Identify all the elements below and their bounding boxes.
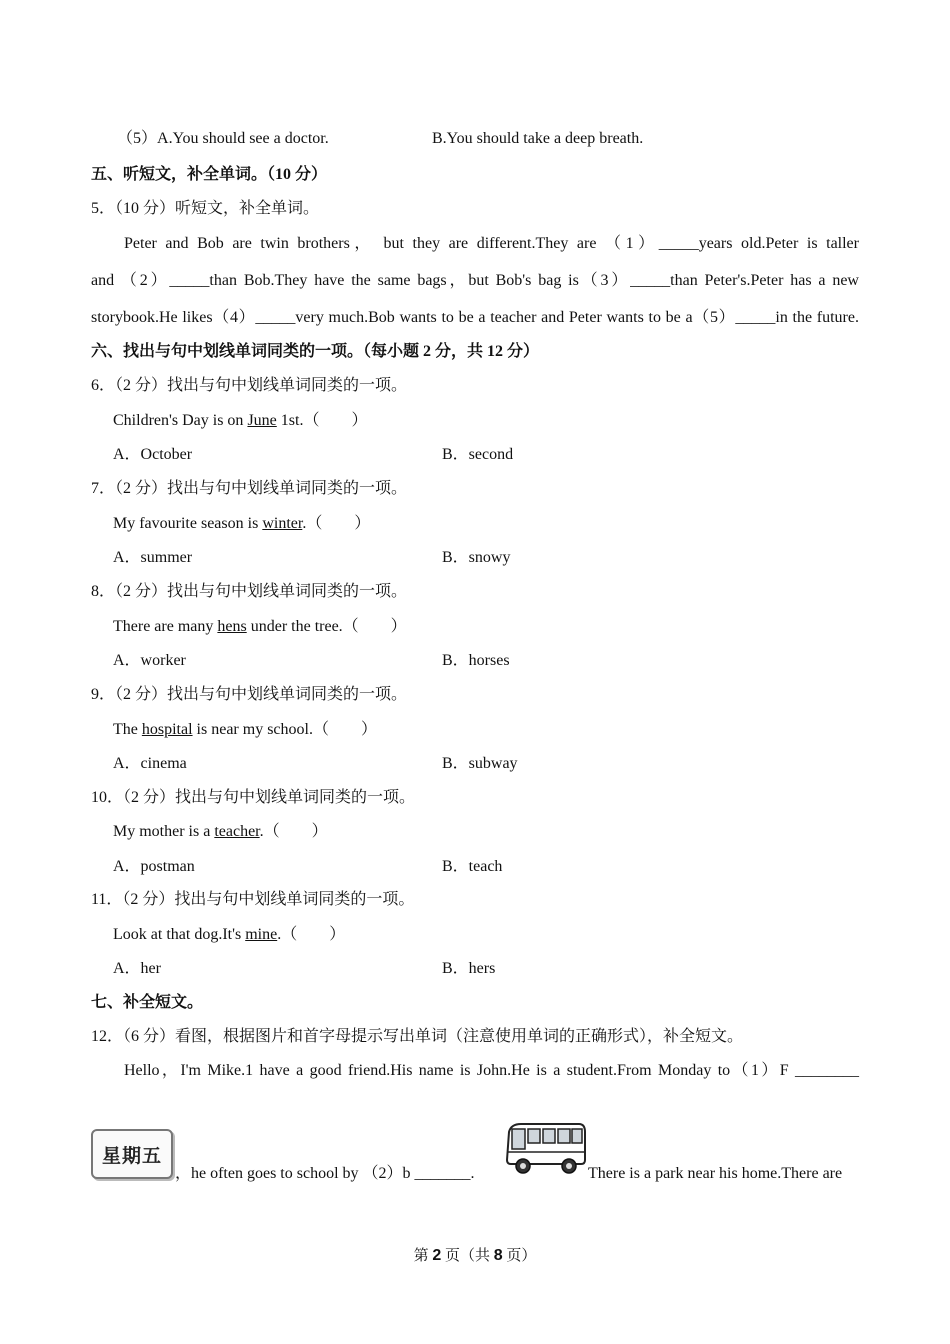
question-9-line: 9．（2 分）找出与句中划线单词同类的一项。	[91, 686, 408, 703]
passage-line-3: storybook.He likes（4）_____very much.Bob wants to be a teacher and Peter wants to be a（5）_____in the future.	[91, 309, 859, 326]
passage-line-2: and （2）_____than Bob.They have the same bags，but Bob's bag is（3）_____than Peter's.Peter has a new	[91, 272, 859, 289]
page-number: 2	[432, 1247, 442, 1264]
question-8-line: 8．（2 分）找出与句中划线单词同类的一项。	[91, 583, 408, 600]
item-number: （5）	[117, 130, 158, 147]
question-11-sentence: Look at that dog.It's mine.（ ）	[113, 926, 346, 943]
question-5-line: 5．（10 分）听短文，补全单词。	[91, 200, 320, 217]
question-6-option-b: B．second	[442, 446, 514, 463]
passage-line-1: Peter and Bob are twin brothers， but they are different.They are （1）_____years old.Peter is taller	[124, 235, 859, 252]
page-footer: 第 2 页（共 8 页）	[413, 1247, 537, 1264]
question-11-line: 11．（2 分）找出与句中划线单词同类的一项。	[91, 891, 415, 908]
question-7-option-a: A．summer	[113, 549, 193, 566]
question-8-option-a: A．worker	[113, 652, 186, 669]
question-8-sentence: There are many hens under the tree.（ ）	[113, 618, 407, 635]
q4-item5	[117, 129, 329, 149]
q4-item5-option-b: B.You should take a deep breath.	[432, 130, 644, 147]
question-10-sentence: My mother is a teacher.（ ）	[113, 823, 328, 840]
question-12-line: 12．（6 分）看图，根据图片和首字母提示写出单词（注意使用单词的正确形式），补全短文。	[91, 1028, 744, 1045]
underlined-word: June	[247, 412, 277, 429]
underlined-word: teacher	[214, 823, 260, 840]
question-9-option-b: B．subway	[442, 755, 518, 772]
underlined-word: hens	[217, 618, 247, 635]
friday-card-text: 星期五	[101, 1144, 162, 1167]
question-8-option-b: B．horses	[442, 652, 510, 669]
question-6-line: 6．（2 分）找出与句中划线单词同类的一项。	[91, 377, 408, 394]
question-11-option-b: B．hers	[442, 960, 496, 977]
bus-icon	[503, 1120, 587, 1178]
passage-7-line-1: Hello，I'm Mike.1 have a good friend.His name is John.He is a student.From Monday to（1）F ________	[124, 1062, 860, 1079]
question-10-option-a: A．postman	[113, 858, 195, 875]
section-7-heading: 七、补全短文。	[91, 994, 204, 1011]
question-6-option-a: A．October	[113, 446, 193, 463]
passage-7-line-2b: There is a park near his home.There are	[588, 1165, 843, 1182]
question-7-sentence: My favourite season is winter.（ ）	[113, 515, 371, 532]
option-a: A.You should see a doctor.	[157, 130, 329, 147]
question-9-option-a: A．cinema	[113, 755, 187, 772]
question-9-sentence: The hospital is near my school.（ ）	[113, 721, 377, 738]
friday-card-image	[91, 1129, 173, 1179]
total-pages: 8	[493, 1247, 503, 1264]
passage-7-line-2a: ，he often goes to school by （2）b _______.	[175, 1165, 475, 1182]
question-10-option-b: B．teach	[442, 858, 503, 875]
question-7-line: 7．（2 分）找出与句中划线单词同类的一项。	[91, 480, 408, 497]
section-6-heading: 六、找出与句中划线单词同类的一项。（每小题 2 分，共 12 分）	[91, 343, 540, 360]
question-7-option-b: B．snowy	[442, 549, 511, 566]
underlined-word: mine	[245, 926, 278, 943]
question-11-option-a: A．her	[113, 960, 161, 977]
underlined-word: winter	[262, 515, 303, 532]
question-10-line: 10．（2 分）找出与句中划线单词同类的一项。	[91, 789, 416, 806]
underlined-word: hospital	[141, 721, 193, 738]
question-6-sentence: Children's Day is on June 1st.（ ）	[113, 412, 368, 429]
section-5-heading: 五、听短文，补全单词。（10 分）	[91, 166, 328, 183]
